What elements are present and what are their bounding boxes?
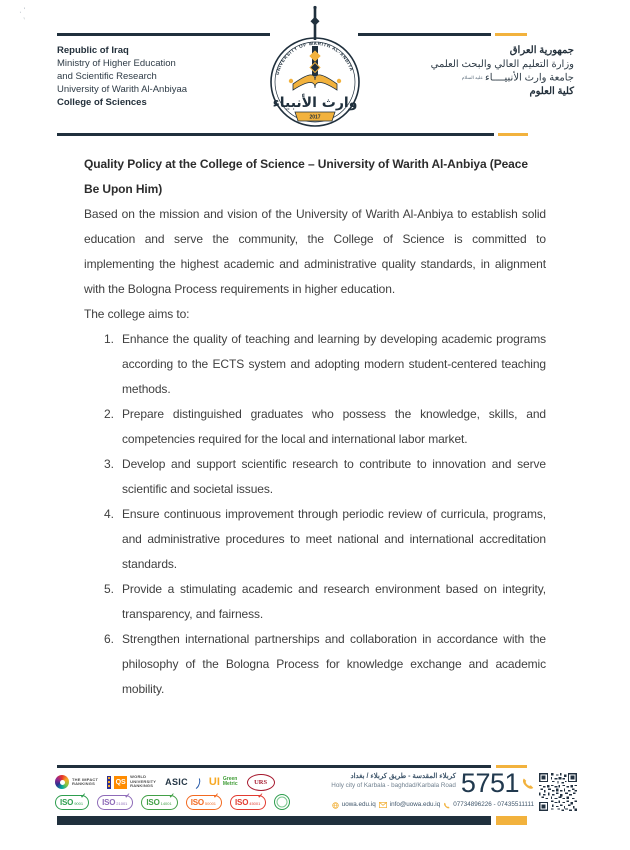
svg-text:UNIVERSITY OF WARITH AL-ANBIYA: UNIVERSITY OF WARITH AL-ANBIYA	[274, 40, 355, 76]
iso-45001-badge: ISO 45001 ✓	[230, 795, 266, 810]
accreditation-logos-row	[55, 772, 275, 792]
list-number: 1.	[104, 332, 114, 346]
iso-badges-row	[55, 794, 290, 810]
phone-small-icon	[443, 802, 450, 809]
aims-label: The college aims to:	[84, 307, 190, 321]
list-item	[84, 627, 546, 702]
list-text: Strengthen international partnerships and collaboration in accordance with the philosophy of the Bologna Process for knowledge exchange and academic mobility.	[122, 632, 546, 696]
qs-label: WORLD UNIVERSITY RANKINGS	[130, 774, 157, 789]
header-top-rule-right	[358, 33, 491, 36]
website-text: uowa.edu.iq	[341, 801, 376, 808]
address-english: Holy city of Karbala - baghdad/Karbala Road	[331, 782, 456, 789]
iso-14001-badge: ISO 14001 ✓	[141, 795, 177, 810]
impact-rankings-logo	[55, 775, 98, 789]
letterhead-arabic	[431, 44, 574, 98]
letterhead-country-ar: جمهورية العراق	[509, 45, 574, 56]
letterhead-english	[57, 44, 187, 109]
ui-greenmetric-label: Green Metric	[222, 775, 238, 787]
footer-contact-block	[322, 770, 534, 809]
peace-upon-him-mark: عليه السلام	[461, 75, 484, 80]
list-number: 5.	[104, 582, 114, 596]
wreath-seal-icon	[274, 794, 290, 810]
phone-numbers-text: 07734896226 - 07435511111	[453, 801, 534, 808]
footer-bottom-bar	[57, 816, 491, 825]
list-item	[84, 327, 546, 402]
check-icon: ✓	[168, 792, 175, 800]
qr-code	[539, 773, 577, 811]
check-icon: ✓	[124, 792, 131, 800]
iso-9001-badge: ISO 9001 ✓	[55, 795, 89, 810]
university-logo	[268, 4, 362, 138]
university-seal-icon	[268, 4, 362, 138]
letterhead-university: University of Warith Al-Anbiyaa	[57, 84, 188, 95]
list-item	[84, 452, 546, 502]
hotline-number: 5751	[461, 770, 534, 797]
impact-rankings-label: THE IMPACT RANKINGS	[72, 776, 99, 786]
qs-icon: QS	[114, 776, 127, 789]
list-text: Ensure continuous improvement through periodic review of curricula, programs, and administrative procedures to meet national and international accreditation standards.	[122, 507, 546, 571]
check-icon: ✓	[80, 792, 87, 800]
svg-text:وارث الأنبياء: وارث الأنبياء	[272, 95, 358, 111]
letterhead-country: Republic of Iraq	[57, 45, 129, 56]
list-text: Prepare distinguished graduates who possess the knowledge, skills, and competencies required for the local and international labor market.	[122, 407, 546, 446]
asic-swoosh-icon	[187, 773, 202, 791]
mail-icon	[379, 802, 387, 808]
qs-strip-icon	[107, 776, 111, 789]
letterhead-ministry-ar: وزارة التعليم العالي والبحث العلمي	[430, 58, 574, 70]
ui-greenmetric-icon: UI	[208, 776, 220, 788]
ui-greenmetric-logo	[209, 776, 238, 788]
asic-label: ASIC	[165, 777, 188, 787]
check-icon: ✓	[257, 792, 264, 800]
list-text: Enhance the quality of teaching and learning by developing academic programs according to the ECTS system and adopting modern student-centered teaching methods.	[122, 332, 546, 396]
address-arabic: كربلاء المقدسة - طريق كربلاء / بغداد	[350, 773, 456, 780]
letterhead-college: College of Sciences	[57, 97, 147, 108]
letterhead-college-ar: كلية العلوم	[529, 85, 574, 97]
globe-icon	[332, 802, 339, 809]
letterhead-ministry-1: Ministry of Higher Education	[57, 58, 176, 69]
iso-50001-badge: ISO 50001 ✓	[186, 795, 222, 810]
intro-paragraph: Based on the mission and vision of the University of Warith Al-Anbiya to establish solid education and serve the community, the College of Science is committed to implementing the highest academic and administrative quality standards, in alignment with the Bologna Process requirements in higher education.	[84, 207, 546, 296]
list-number: 2.	[104, 407, 114, 421]
header-bottom-rule-gold	[498, 133, 528, 136]
list-item	[84, 577, 546, 627]
list-text: Provide a stimulating academic and research environment based on integrity, transparency, and fairness.	[122, 582, 546, 621]
footer-bottom-bar-gold	[496, 816, 527, 825]
list-item	[84, 402, 546, 452]
footer-top-rule	[57, 765, 491, 768]
impact-rankings-icon	[55, 775, 69, 789]
phone-icon	[521, 777, 534, 790]
asic-logo	[165, 775, 200, 790]
list-item	[84, 502, 546, 577]
document-title: Quality Policy at the College of Science – University of Warith Al-Anbiya (Peace Be Upon Him)	[84, 157, 528, 196]
list-text: Develop and support scientific research to contribute to innovation and serve scientific and societal issues.	[122, 457, 546, 496]
urs-logo: URS	[247, 774, 275, 791]
list-number: 6.	[104, 632, 114, 646]
list-number: 4.	[104, 507, 114, 521]
header-top-rule-left	[57, 33, 270, 36]
email-text: info@uowa.edu.iq	[389, 801, 441, 808]
letterhead-ministry-2: and Scientific Research	[57, 71, 157, 82]
document-body	[84, 152, 546, 702]
list-number: 3.	[104, 457, 114, 471]
header-top-rule-gold	[495, 33, 527, 36]
letterhead-university-ar: جامعة وارث الأنبيــــاءعليه السلام	[461, 72, 574, 84]
contact-line	[322, 801, 534, 809]
check-icon: ✓	[213, 792, 220, 800]
iso-21001-badge: ISO 21001 ✓	[97, 795, 133, 810]
handwritten-mark: · ʻ ʼ	[17, 5, 28, 27]
qs-rankings-logo	[107, 775, 156, 789]
svg-text:2017: 2017	[309, 114, 321, 121]
